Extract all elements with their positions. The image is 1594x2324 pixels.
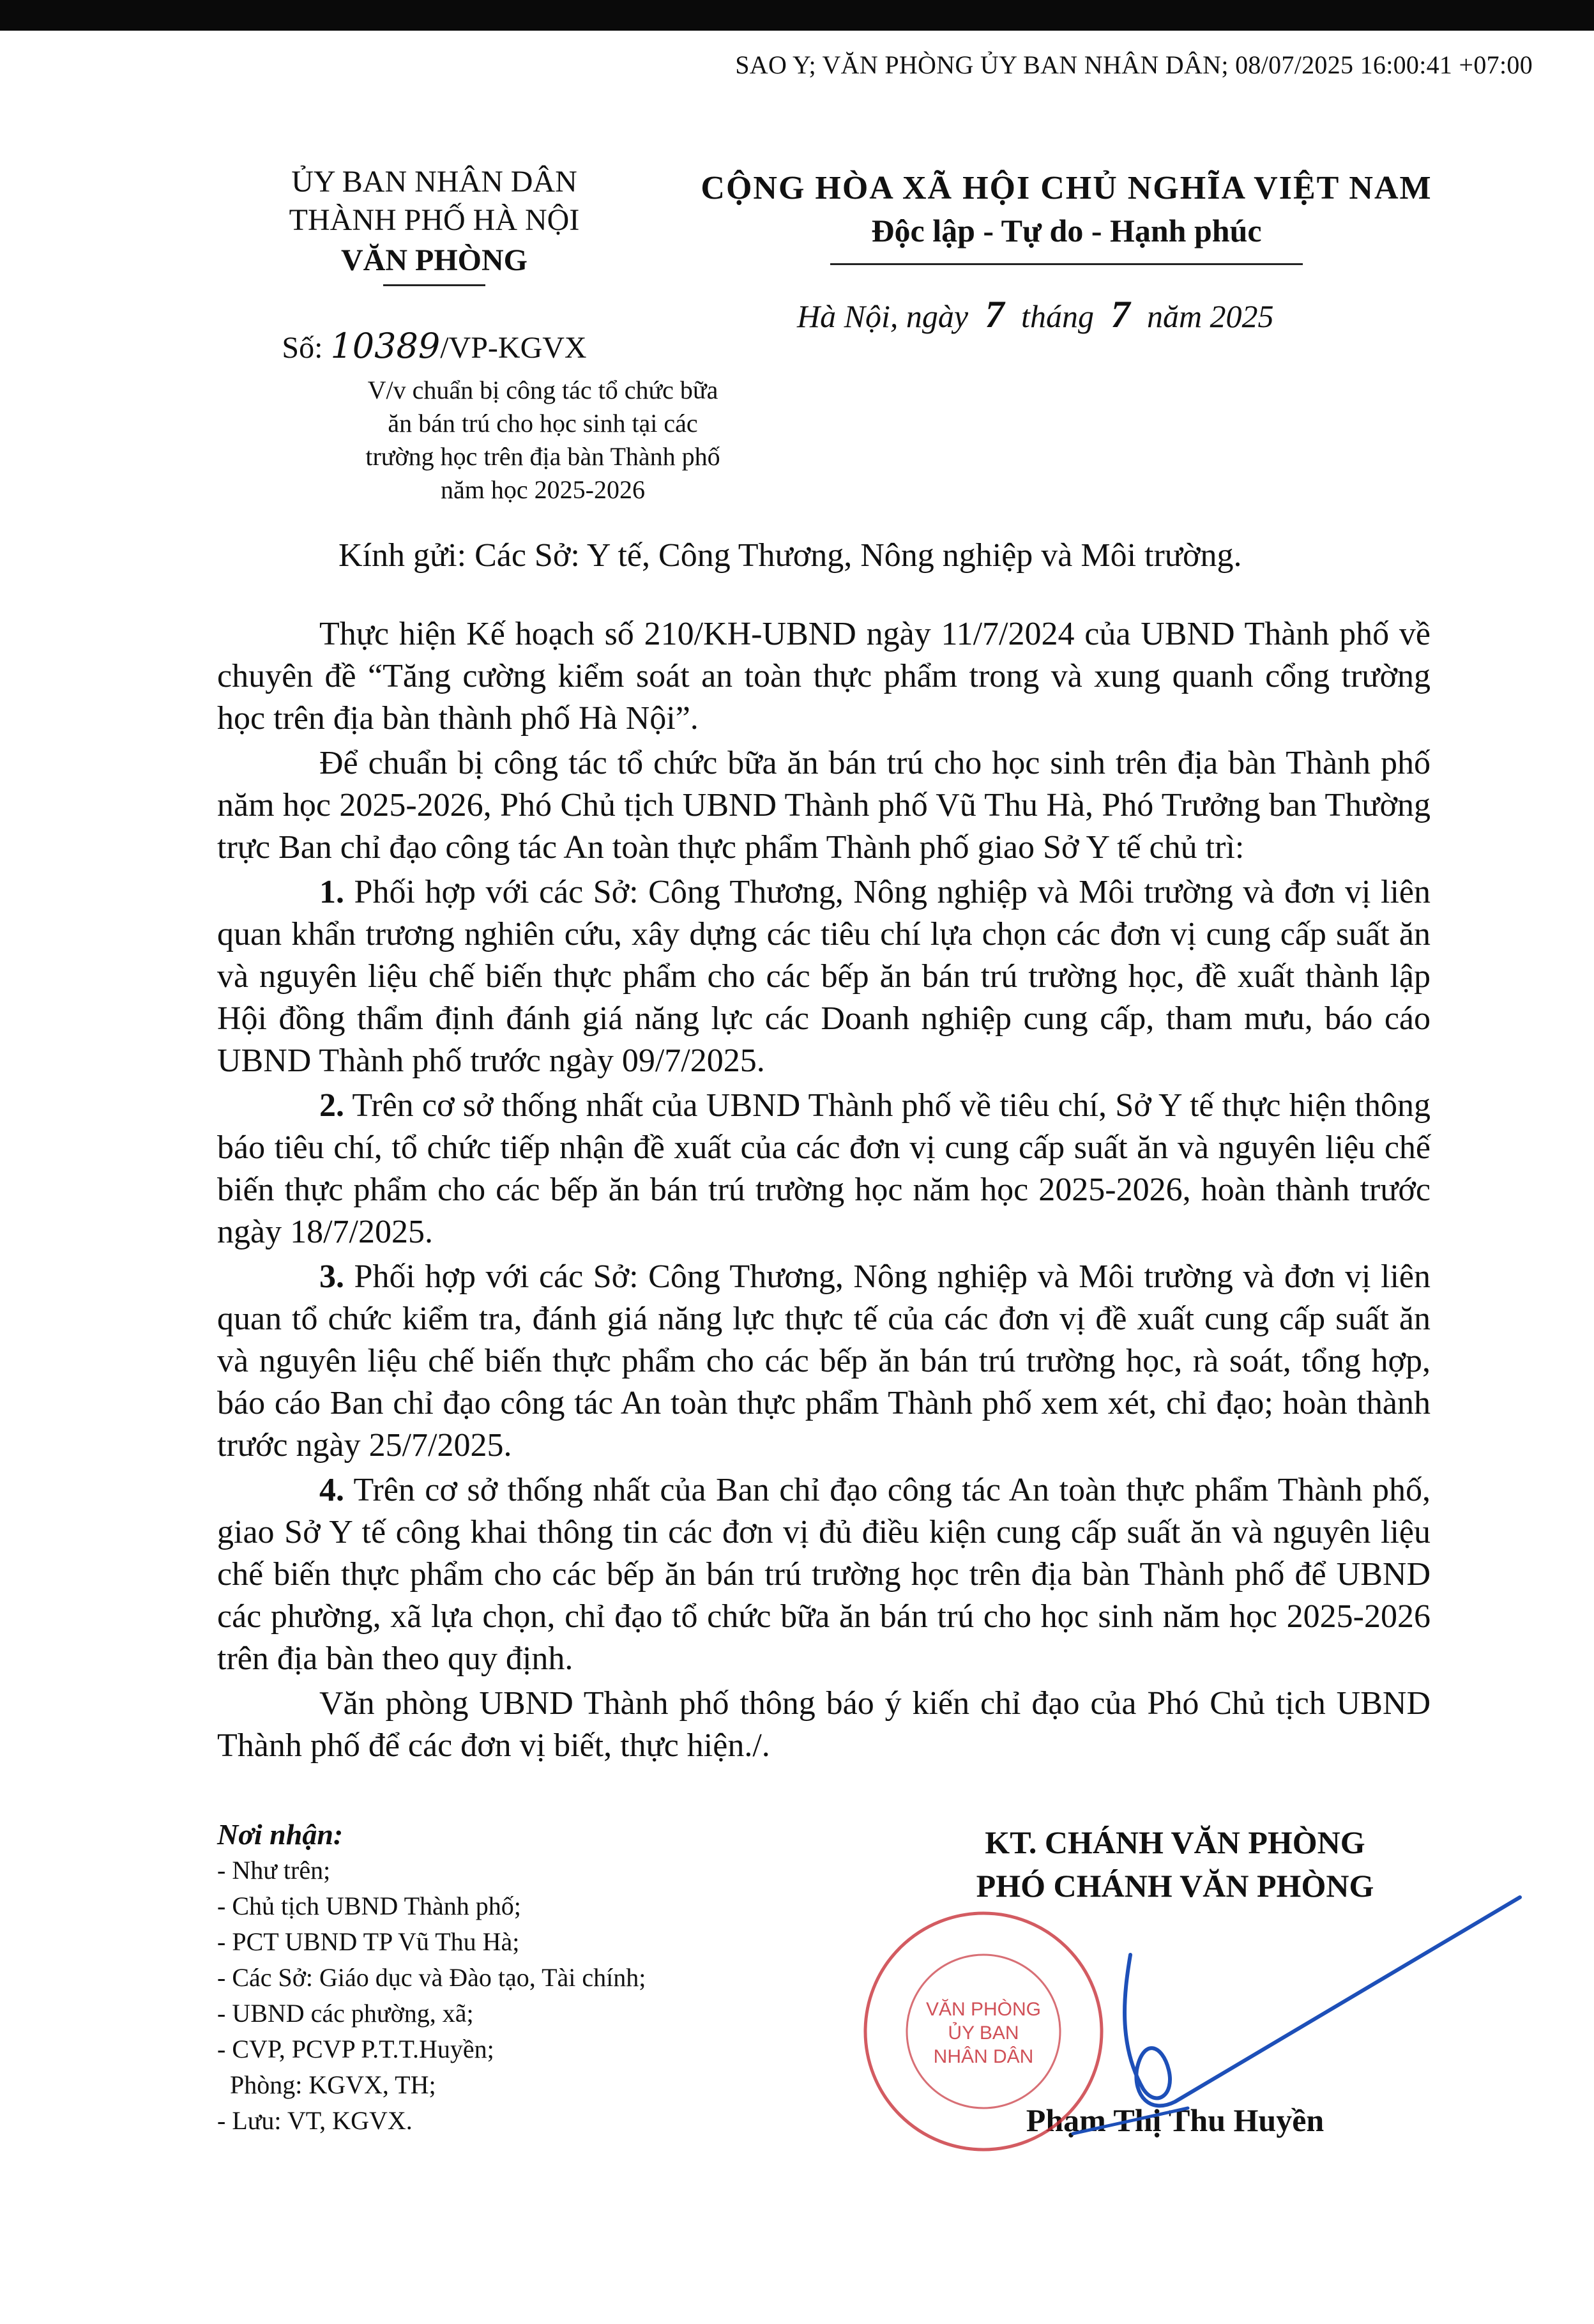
- recipient-item: - PCT UBND TP Vũ Thu Hà;: [217, 1927, 520, 1956]
- issuer-line-2: THÀNH PHỐ HÀ NỘI: [289, 203, 580, 237]
- recipients-block: [217, 1817, 792, 2139]
- handwritten-signature: [996, 1878, 1571, 2198]
- paragraph-1: Thực hiện Kế hoạch số 210/KH-UBND ngày 11/7/2024 của UBND Thành phố về chuyên đề “Tăng cường kiểm soát an toàn thực phẩm trong và xung quanh cổng trường học trên địa bàn thành phố Hà Nội”.: [217, 616, 1431, 737]
- item-1: [217, 871, 1431, 1082]
- seal-text-1: VĂN PHÒNG: [925, 1999, 1042, 2020]
- issuer-header: [255, 163, 613, 286]
- date-month-label: tháng: [1021, 298, 1094, 334]
- issuer-line-1: ỦY BAN NHÂN DÂN: [291, 165, 577, 199]
- document-number: [255, 326, 613, 366]
- item-3-text: Phối hợp với các Sở: Công Thương, Nông nghiệp và Môi trường và đơn vị liên quan tổ chức kiểm tra, đánh giá năng lực thực tế của các đơn vị đề xuất cung cấp suất ăn và nguyên liệu chế biến thực phẩm cho các bếp ăn bán trú trường học, rà soát, tổng hợp, báo cáo Ban chỉ đạo công tác An toàn thực phẩm Thành phố xem xét, chỉ đạo; hoàn thành trước ngày 25/7/2025.: [217, 1258, 1431, 1464]
- seal-text-2: ỦY BAN: [948, 2022, 1019, 2044]
- date-year: năm 2025: [1146, 298, 1274, 334]
- recipient-item: Phòng: KGVX, TH;: [217, 2070, 436, 2099]
- nation-name: CỘNG HÒA XÃ HỘI CHỦ NGHĨA VIỆT NAM: [701, 170, 1432, 206]
- issuer-underline: [383, 284, 485, 286]
- item-3: [217, 1256, 1431, 1467]
- number-suffix: /VP-KGVX: [440, 331, 587, 365]
- motto-underline: [830, 263, 1303, 265]
- closing-paragraph: Văn phòng UBND Thành phố thông báo ý kiến chỉ đạo của Phó Chủ tịch UBND Thành phố để các đơn vị biết, thực hiện./.: [217, 1685, 1431, 1764]
- item-2-text: Trên cơ sở thống nhất của UBND Thành phố về tiêu chí, Sở Y tế thực hiện thông báo tiêu chí, tổ chức tiếp nhận đề xuất của các đơn vị cung cấp suất ăn và nguyên liệu chế biến thực phẩm cho các bếp ăn bán trú trường học năm học 2025-2026, hoàn thành trước ngày 18/7/2025.: [217, 1087, 1431, 1250]
- scan-top-border: [0, 0, 1594, 31]
- signer-role-2: PHÓ CHÁNH VĂN PHÒNG: [976, 1868, 1374, 1904]
- greeting-line: Kính gửi: Các Sở: Y tế, Công Thương, Nông nghiệp và Môi trường.: [338, 537, 1242, 574]
- signer-role-1: KT. CHÁNH VĂN PHÒNG: [985, 1824, 1365, 1860]
- document-date: [797, 293, 1274, 337]
- issuer-line-3: VĂN PHÒNG: [341, 243, 528, 277]
- recipients-title: Nơi nhận:: [217, 1818, 344, 1851]
- date-month: 7: [1111, 293, 1130, 335]
- recipient-item: - Chủ tịch UBND Thành phố;: [217, 1892, 521, 1920]
- item-2-number: 2.: [319, 1087, 344, 1124]
- item-1-number: 1.: [319, 874, 344, 910]
- recipient-item: - Như trên;: [217, 1856, 331, 1884]
- document-body: [217, 613, 1431, 1770]
- national-header: [690, 167, 1443, 265]
- recipient-item: - CVP, PCVP P.T.T.Huyền;: [217, 2035, 494, 2063]
- number-handwritten: 10389: [330, 326, 441, 366]
- item-4-text: Trên cơ sở thống nhất của Ban chỉ đạo công tác An toàn thực phẩm Thành phố, giao Sở Y tế công khai thông tin các đơn vị đủ điều kiện cung cấp suất ăn và nguyên liệu chế biến thực phẩm cho các bếp ăn bán trú trường học trên địa bàn Thành phố để UBND các phường, xã lựa chọn, chỉ đạo tổ chức bữa ăn bán trú cho học sinh năm học 2025-2026 trên địa bàn theo quy định.: [217, 1472, 1431, 1677]
- item-3-number: 3.: [319, 1258, 344, 1295]
- item-1-text: Phối hợp với các Sở: Công Thương, Nông nghiệp và Môi trường và đơn vị liên quan khẩn trương nghiên cứu, xây dựng các tiêu chí lựa chọn các đơn vị cung cấp suất ăn và nguyên liệu chế biến thực phẩm cho các bếp ăn bán trú trường học, đề xuất thành lập Hội đồng thẩm định đánh giá năng lực các Doanh nghiệp cung cấp, tham mưu, báo cáo UBND Thành phố trước ngày 09/7/2025.: [217, 874, 1431, 1079]
- recipient-item: - UBND các phường, xã;: [217, 1999, 474, 2028]
- recipient-item: - Lưu: VT, KGVX.: [217, 2106, 413, 2135]
- item-2: [217, 1085, 1431, 1253]
- copy-certification-stamp: SAO Y; VĂN PHÒNG ỦY BAN NHÂN DÂN; 08/07/2025 16:00:41 +07:00: [735, 50, 1533, 79]
- paragraph-2: Để chuẩn bị công tác tổ chức bữa ăn bán trú cho học sinh trên địa bàn Thành phố năm học 2025-2026, Phó Chủ tịch UBND Thành phố Vũ Thu Hà, Phó Trưởng ban Thường trực Ban chỉ đạo công tác An toàn thực phẩm Thành phố giao Sở Y tế chủ trì:: [217, 745, 1431, 866]
- date-day: 7: [985, 293, 1005, 335]
- item-4-number: 4.: [319, 1472, 344, 1508]
- document-subject: V/v chuẩn bị công tác tổ chức bữa ăn bán trú cho học sinh tại các trường học trên địa bàn Thành phố năm học 2025-2026: [365, 376, 720, 504]
- date-prefix: Hà Nội, ngày: [797, 298, 969, 334]
- number-prefix: Số:: [282, 331, 323, 365]
- recipient-item: - Các Sở: Giáo dục và Đào tạo, Tài chính;: [217, 1963, 646, 1992]
- seal-text-3: NHÂN DÂN: [933, 2046, 1034, 2067]
- item-4: [217, 1469, 1431, 1680]
- nation-motto: Độc lập - Tự do - Hạnh phúc: [871, 213, 1262, 248]
- signer-name: Phạm Thị Thu Huyền: [1026, 2102, 1325, 2138]
